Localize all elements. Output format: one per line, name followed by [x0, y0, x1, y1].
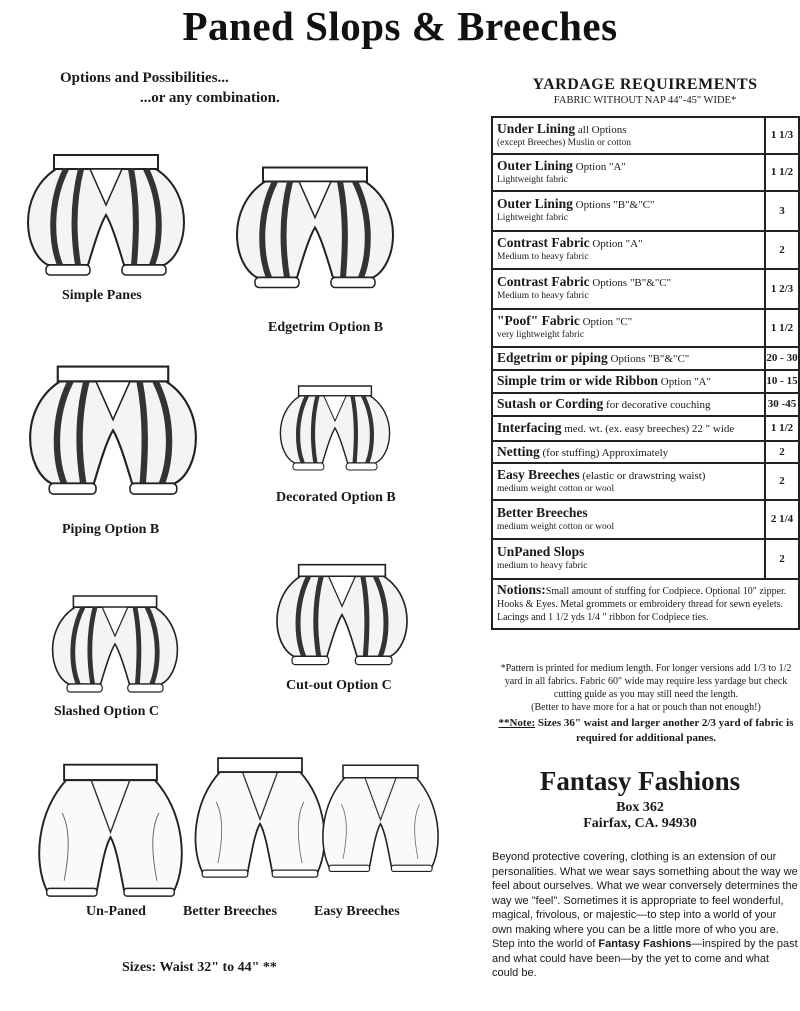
item-detail: (for stuffing) Approximately — [539, 446, 669, 459]
item-name: Contrast Fabric — [497, 235, 590, 250]
item-name: Interfacing — [497, 420, 562, 435]
item-detail: for decorative couching — [603, 399, 711, 411]
pattern-note: *Pattern is printed for medium length. For longer versions add 1/3 to 1/2 yard in all fabrics. Fabric 60" wide may require less yardage but check cutting guide as you may still need the length. — [500, 663, 792, 700]
item-subtext: medium weight cotton or wool — [497, 483, 615, 494]
yardage-row — [492, 309, 799, 347]
item-quantity: 3 — [765, 191, 799, 231]
yardage-row — [492, 539, 799, 579]
yardage-row — [492, 370, 799, 393]
item-detail: (elastic or drawstring waist) — [579, 469, 706, 482]
yardage-table — [491, 116, 800, 630]
decorated-illustration — [250, 372, 420, 477]
simple-panes-illustration — [22, 135, 190, 285]
item-subtext: Lightweight fabric — [497, 174, 568, 185]
item-detail: med. wt. (ex. easy breeches) 22 " wide — [561, 423, 735, 435]
caption-simple-panes: Simple Panes — [62, 288, 142, 303]
cut-out-illustration — [258, 548, 426, 673]
edgetrim-illustration — [235, 130, 395, 315]
yardage-item — [492, 117, 765, 154]
yardage-item — [492, 441, 765, 463]
yardage-item — [492, 500, 765, 539]
paragraph-brand: Fantasy Fashions — [598, 938, 692, 950]
yardage-row — [492, 393, 799, 416]
notions-text: Small amount of stuffing for Codpiece. Optional 10" zipper. Hooks & Eyes. Metal grommets or embroidery thread for sewn eyelets. Lacings and 1 1/2 yds 1/4 " ribbon for Codpiece ties. — [497, 586, 787, 623]
yardage-subtitle: FABRIC WITHOUT NAP 44"-45" WIDE* — [553, 95, 737, 106]
item-name: Outer Lining — [497, 196, 573, 211]
yardage-row — [492, 231, 799, 269]
item-detail: Options "B"&"C" — [589, 277, 672, 289]
yardage-row — [492, 416, 799, 441]
item-subtext: very lightweight fabric — [497, 330, 585, 340]
item-subtext: Lightweight fabric — [497, 213, 568, 223]
caption-easy-breeches: Easy Breeches — [314, 904, 400, 919]
item-quantity: 2 — [765, 539, 799, 579]
item-detail: Option "A" — [572, 160, 626, 173]
caption-better-breeches: Better Breeches — [183, 904, 277, 919]
item-quantity: 30 -45 — [765, 393, 799, 416]
item-name: Easy Breeches — [497, 466, 580, 482]
paragraph-part-2: —inspired by the past and what could have been—by the yet to come and what could be. — [492, 938, 798, 979]
easy-breeches-illustration — [318, 732, 443, 900]
item-name: Edgetrim or piping — [497, 350, 608, 365]
yardage-row — [492, 117, 799, 154]
yardage-row — [492, 441, 799, 463]
sizes-line: Sizes: Waist 32" to 44" ** — [122, 960, 277, 975]
item-quantity: 1 1/2 — [765, 309, 799, 347]
item-name: UnPaned Slops — [497, 544, 585, 559]
caption-piping-option-b: Piping Option B — [62, 522, 160, 537]
yardage-item — [492, 269, 765, 309]
yardage-row — [492, 500, 799, 539]
notions-row — [492, 579, 799, 629]
yardage-item — [492, 370, 765, 393]
pattern-footnote — [492, 662, 800, 714]
page-title: Paned Slops & Breeches — [182, 3, 618, 49]
brand-paragraph — [492, 850, 798, 981]
address-line-1: Box 362 — [616, 800, 664, 815]
options-line-2: ...or any combination. — [140, 90, 280, 106]
better-note: (Better to have more for a hat or pouch than not enough!) — [531, 702, 761, 713]
yardage-item — [492, 154, 765, 191]
better-breeches-illustration — [190, 730, 330, 900]
item-quantity: 20 - 30 — [765, 347, 799, 370]
caption-decorated-option-b: Decorated Option B — [276, 490, 396, 505]
item-subtext: Medium to heavy fabric — [497, 252, 589, 262]
slashed-illustration — [30, 580, 200, 700]
item-detail: Options "B"&"C" — [572, 199, 655, 211]
options-line-1: Options and Possibilities... — [60, 70, 229, 86]
item-name: Sutash or Cording — [497, 396, 604, 411]
address-line-2: Fairfax, CA. 94930 — [583, 816, 697, 831]
yardage-item — [492, 539, 765, 579]
caption-cut-out-option-c: Cut-out Option C — [286, 678, 392, 693]
item-name: Simple trim or wide Ribbon — [497, 373, 659, 388]
yardage-item — [492, 416, 765, 441]
un-paned-illustration — [28, 755, 193, 900]
item-quantity: 2 1/4 — [765, 500, 799, 539]
piping-illustration — [28, 335, 198, 515]
yardage-title: YARDAGE REQUIREMENTS — [532, 76, 758, 93]
options-heading — [60, 68, 280, 108]
caption-edgetrim-option-b: Edgetrim Option B — [268, 320, 384, 335]
item-name: "Poof" Fabric — [497, 313, 580, 328]
yardage-row — [492, 269, 799, 309]
item-quantity: 2 — [765, 231, 799, 269]
item-quantity: 10 - 15 — [765, 370, 799, 393]
item-subtext: medium weight cotton or wool — [497, 521, 615, 532]
item-subtext: Medium to heavy fabric — [497, 291, 589, 301]
item-detail: Option "C" — [579, 316, 633, 328]
item-quantity: 1 1/3 — [765, 117, 799, 154]
yardage-item — [492, 191, 765, 231]
item-subtext: (except Breeches) Muslin or cotton — [497, 137, 632, 148]
yardage-row — [492, 463, 799, 500]
caption-slashed-option-c: Slashed Option C — [54, 704, 160, 719]
size-note-label: **Note: — [498, 717, 536, 729]
item-quantity: 1 1/2 — [765, 416, 799, 441]
item-name: Contrast Fabric — [497, 274, 590, 289]
yardage-row — [492, 191, 799, 231]
item-detail: Option "A" — [658, 376, 711, 388]
yardage-row — [492, 154, 799, 191]
item-subtext: medium to heavy fabric — [497, 561, 588, 571]
yardage-item — [492, 393, 765, 416]
yardage-item — [492, 463, 765, 500]
item-name: Better Breeches — [497, 504, 588, 520]
item-name: Netting — [497, 443, 540, 459]
item-quantity: 2 — [765, 441, 799, 463]
yardage-row — [492, 347, 799, 370]
size-note-text: Sizes 36" waist and larger another 2/3 yard of fabric is required for additional panes. — [535, 717, 794, 744]
notions-label: Notions: — [497, 582, 546, 597]
caption-un-paned: Un-Paned — [86, 904, 146, 919]
size-note — [492, 716, 800, 746]
item-detail: Options "B"&"C" — [607, 353, 690, 365]
yardage-item — [492, 347, 765, 370]
company-address — [490, 800, 790, 832]
paragraph-part-1: Beyond protective covering, clothing is an extension of our personalities. What we wear says something about the way we feel about ourselves. What we wear conversely determines the way we "feel". Sometimes it is appropriate to feel wonderful, magical, frivolous, or majestic—to step into a world of your own making where you can be a little more of who you are. Step into the world of — [492, 851, 798, 950]
item-quantity: 1 2/3 — [765, 269, 799, 309]
item-name: Under Lining — [497, 120, 576, 136]
item-name: Outer Lining — [497, 157, 573, 173]
item-detail: Option "A" — [589, 238, 643, 250]
yardage-item — [492, 231, 765, 269]
company-name: Fantasy Fashions — [539, 766, 741, 796]
item-quantity: 2 — [765, 463, 799, 500]
item-quantity: 1 1/2 — [765, 154, 799, 191]
item-detail: all Options — [575, 123, 627, 136]
yardage-item — [492, 309, 765, 347]
